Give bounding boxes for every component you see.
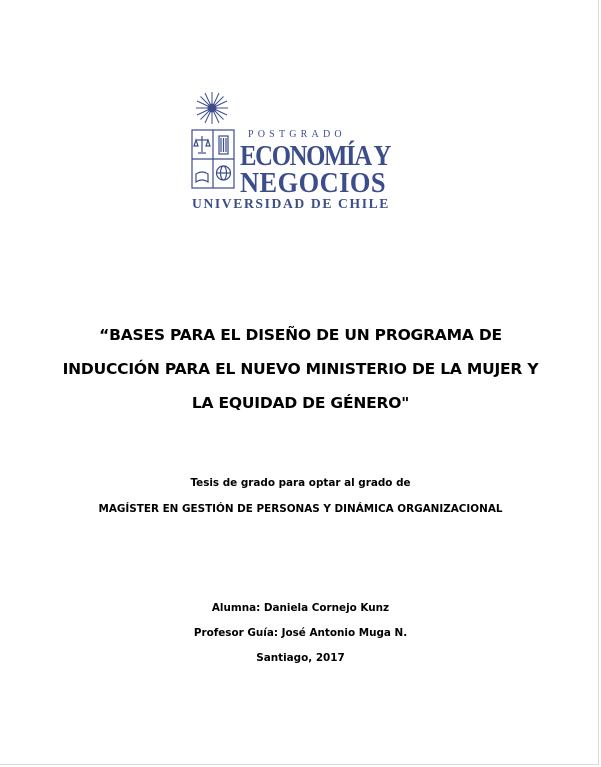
star-icon — [196, 92, 228, 124]
student-name: Alumna: Daniela Cornejo Kunz — [211, 602, 390, 614]
logo-postgrado-text: POSTGRADO — [248, 129, 346, 140]
degree-name: MAGÍSTER EN GESTIÓN DE PERSONAS Y DINÁMICA ORGANIZACIONAL — [98, 503, 503, 515]
title-line-2: INDUCCIÓN PARA EL NUEVO MINISTERIO DE LA MUJER Y — [62, 360, 539, 378]
logo-negocios-text: NEGOCIOS — [240, 168, 386, 199]
university-logo — [186, 92, 396, 212]
logo-economia-text: ECONOMÍA Y — [240, 141, 392, 172]
advisor-name: Profesor Guía: José Antonio Muga N. — [193, 627, 408, 639]
thesis-title — [40, 318, 561, 420]
title-line-3: LA EQUIDAD DE GÉNERO" — [191, 394, 410, 412]
crest-icon — [192, 130, 234, 188]
place-date: Santiago, 2017 — [256, 652, 345, 664]
title-line-1: “BASES PARA EL DISEÑO DE UN PROGRAMA DE — [99, 326, 502, 344]
logo-university-text: UNIVERSIDAD DE CHILE — [192, 196, 390, 211]
thesis-purpose: Tesis de grado para optar al grado de — [190, 477, 411, 489]
